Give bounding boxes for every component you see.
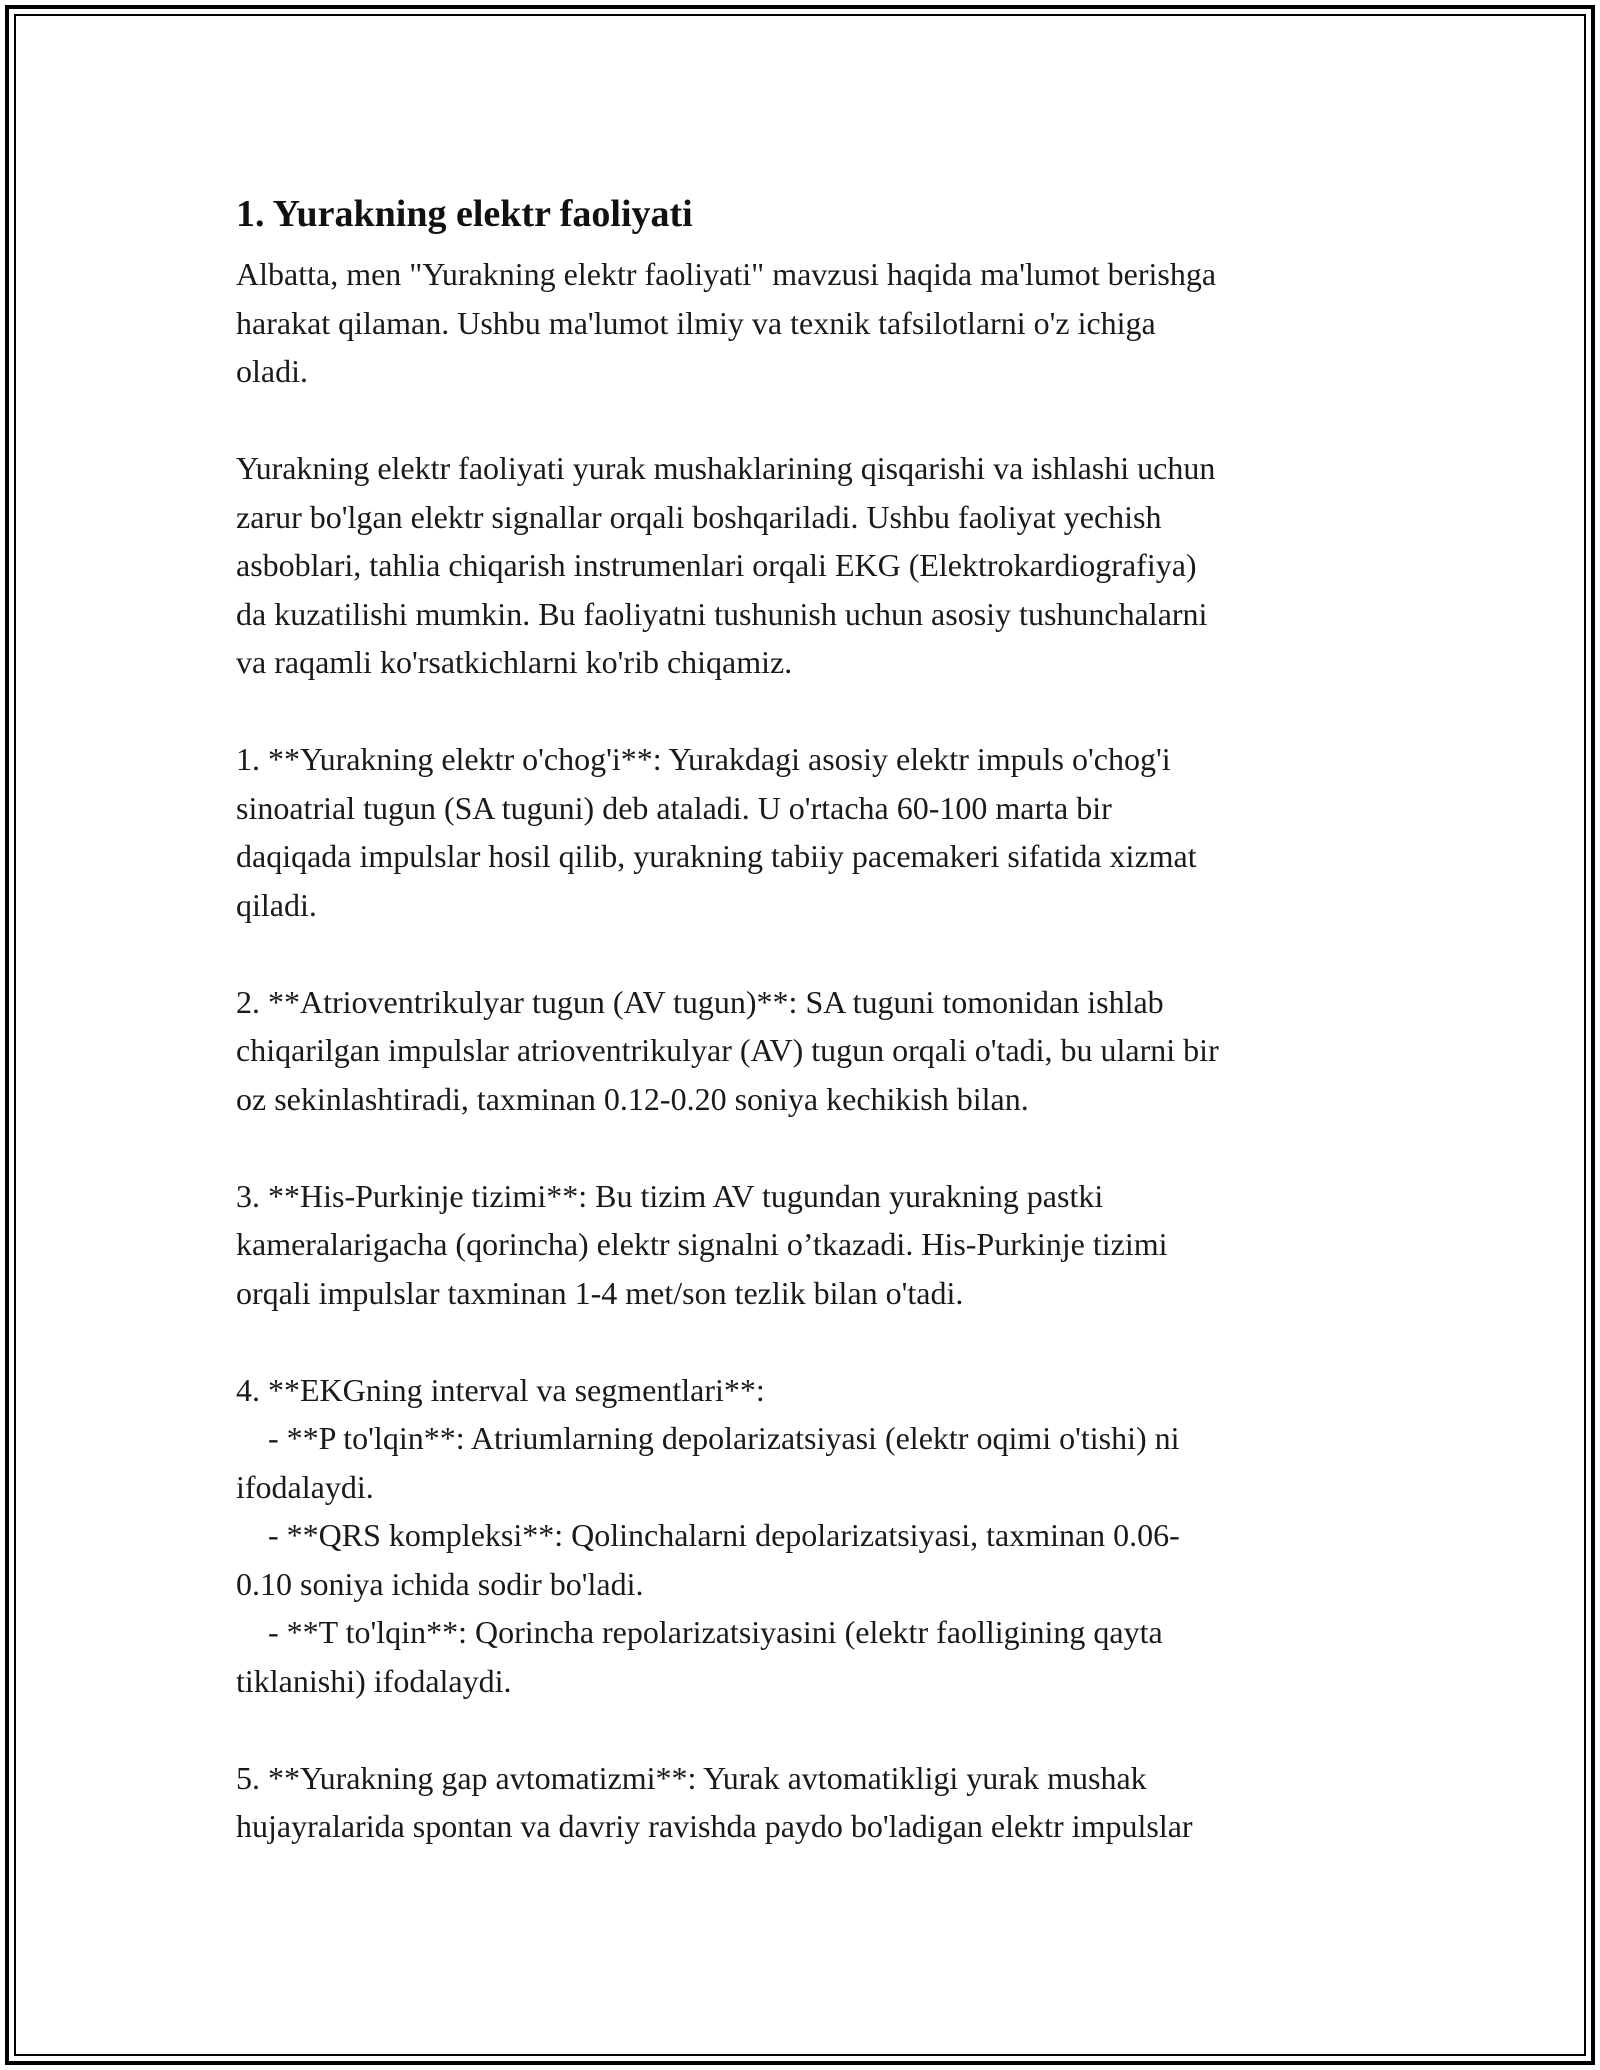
paragraph-intro xyxy=(236,250,1386,396)
paragraph-overview xyxy=(236,444,1386,687)
text-line: ifodalaydi. xyxy=(236,1468,374,1505)
text-line: 0.10 soniya ichida sodir bo'ladi. xyxy=(236,1565,644,1602)
list-item-sa-node xyxy=(236,735,1386,929)
list-item-automatism xyxy=(236,1754,1386,1851)
text-line: 2. **Atrioventrikulyar tugun (AV tugun)**: SA tuguni tomonidan ishlab xyxy=(236,983,1164,1020)
text-line: - **P to'lqin**: Atriumlarning depolarizatsiyasi (elektr oqimi o'tishi) ni xyxy=(236,1420,1180,1456)
list-item-ekg-intervals xyxy=(236,1366,1386,1706)
text-line: oladi. xyxy=(236,353,308,389)
text-line: Albatta, men "Yurakning elektr faoliyati" mavzusi haqida ma'lumot berishga xyxy=(236,256,1217,292)
list-item-av-node xyxy=(236,978,1386,1124)
text-line: - **QRS kompleksi**: Qolinchalarni depolarizatsiyasi, taxminan 0.06- xyxy=(236,1517,1180,1553)
text-line: 1. **Yurakning elektr o'chog'i**: Yurakdagi asosiy elektr impuls o'chog'i xyxy=(236,741,1171,777)
section-heading: 1. Yurakning elektr faoliyati xyxy=(236,193,693,235)
text-line: 3. **His-Purkinje tizimi**: Bu tizim AV tugundan yurakning pastki xyxy=(236,1177,1104,1214)
text-line: 4. **EKGning interval va segmentlari**: xyxy=(236,1371,765,1408)
text-line: qiladi. xyxy=(236,886,317,923)
text-line: tiklanishi) ifodalaydi. xyxy=(236,1662,512,1699)
list-item-his-purkinje xyxy=(236,1172,1386,1318)
text-line: da kuzatilishi mumkin. Bu faoliyatni tushunish uchun asosiy tushunchalarni xyxy=(236,595,1208,632)
text-line: sinoatrial tugun (SA tuguni) deb ataladi. U o'rtacha 60-100 marta bir xyxy=(236,789,1112,826)
document-body xyxy=(236,186,1386,1851)
text-line: hujayralarida spontan va davriy ravishda paydo bo'ladigan elektr impulslar xyxy=(236,1808,1193,1844)
text-line: daqiqada impulslar hosil qilib, yurakning tabiiy pacemakeri sifatida xizmat xyxy=(236,838,1197,874)
text-line: harakat qilaman. Ushbu ma'lumot ilmiy va texnik tafsilotlarni o'z ichiga xyxy=(236,304,1156,341)
text-line: kameralarigacha (qorincha) elektr signalni o’tkazadi. His-Purkinje tizimi xyxy=(236,1226,1168,1262)
text-line: Yurakning elektr faoliyati yurak mushaklarining qisqarishi va ishlashi uchun xyxy=(236,450,1216,486)
text-line: oz sekinlashtiradi, taxminan 0.12-0.20 soniya kechikish bilan. xyxy=(236,1080,1029,1117)
text-line: 5. **Yurakning gap avtomatizmi**: Yurak avtomatikligi yurak mushak xyxy=(236,1759,1147,1796)
text-line: zarur bo'lgan elektr signallar orqali boshqariladi. Ushbu faoliyat yechish xyxy=(236,498,1162,535)
text-line: chiqarilgan impulslar atrioventrikulyar (AV) tugun orqali o'tadi, bu ularni bir xyxy=(236,1032,1219,1068)
text-line: asboblari, tahlia chiqarish instrumenlari orqali EKG (Elektrokardiografiya) xyxy=(236,547,1197,583)
text-line: va raqamli ko'rsatkichlarni ko'rib chiqamiz. xyxy=(236,644,793,680)
text-line: - **T to'lqin**: Qorincha repolarizatsiyasini (elektr faolligining qayta xyxy=(236,1614,1163,1650)
text-line: orqali impulslar taxminan 1-4 met/son tezlik bilan o'tadi. xyxy=(236,1274,964,1311)
